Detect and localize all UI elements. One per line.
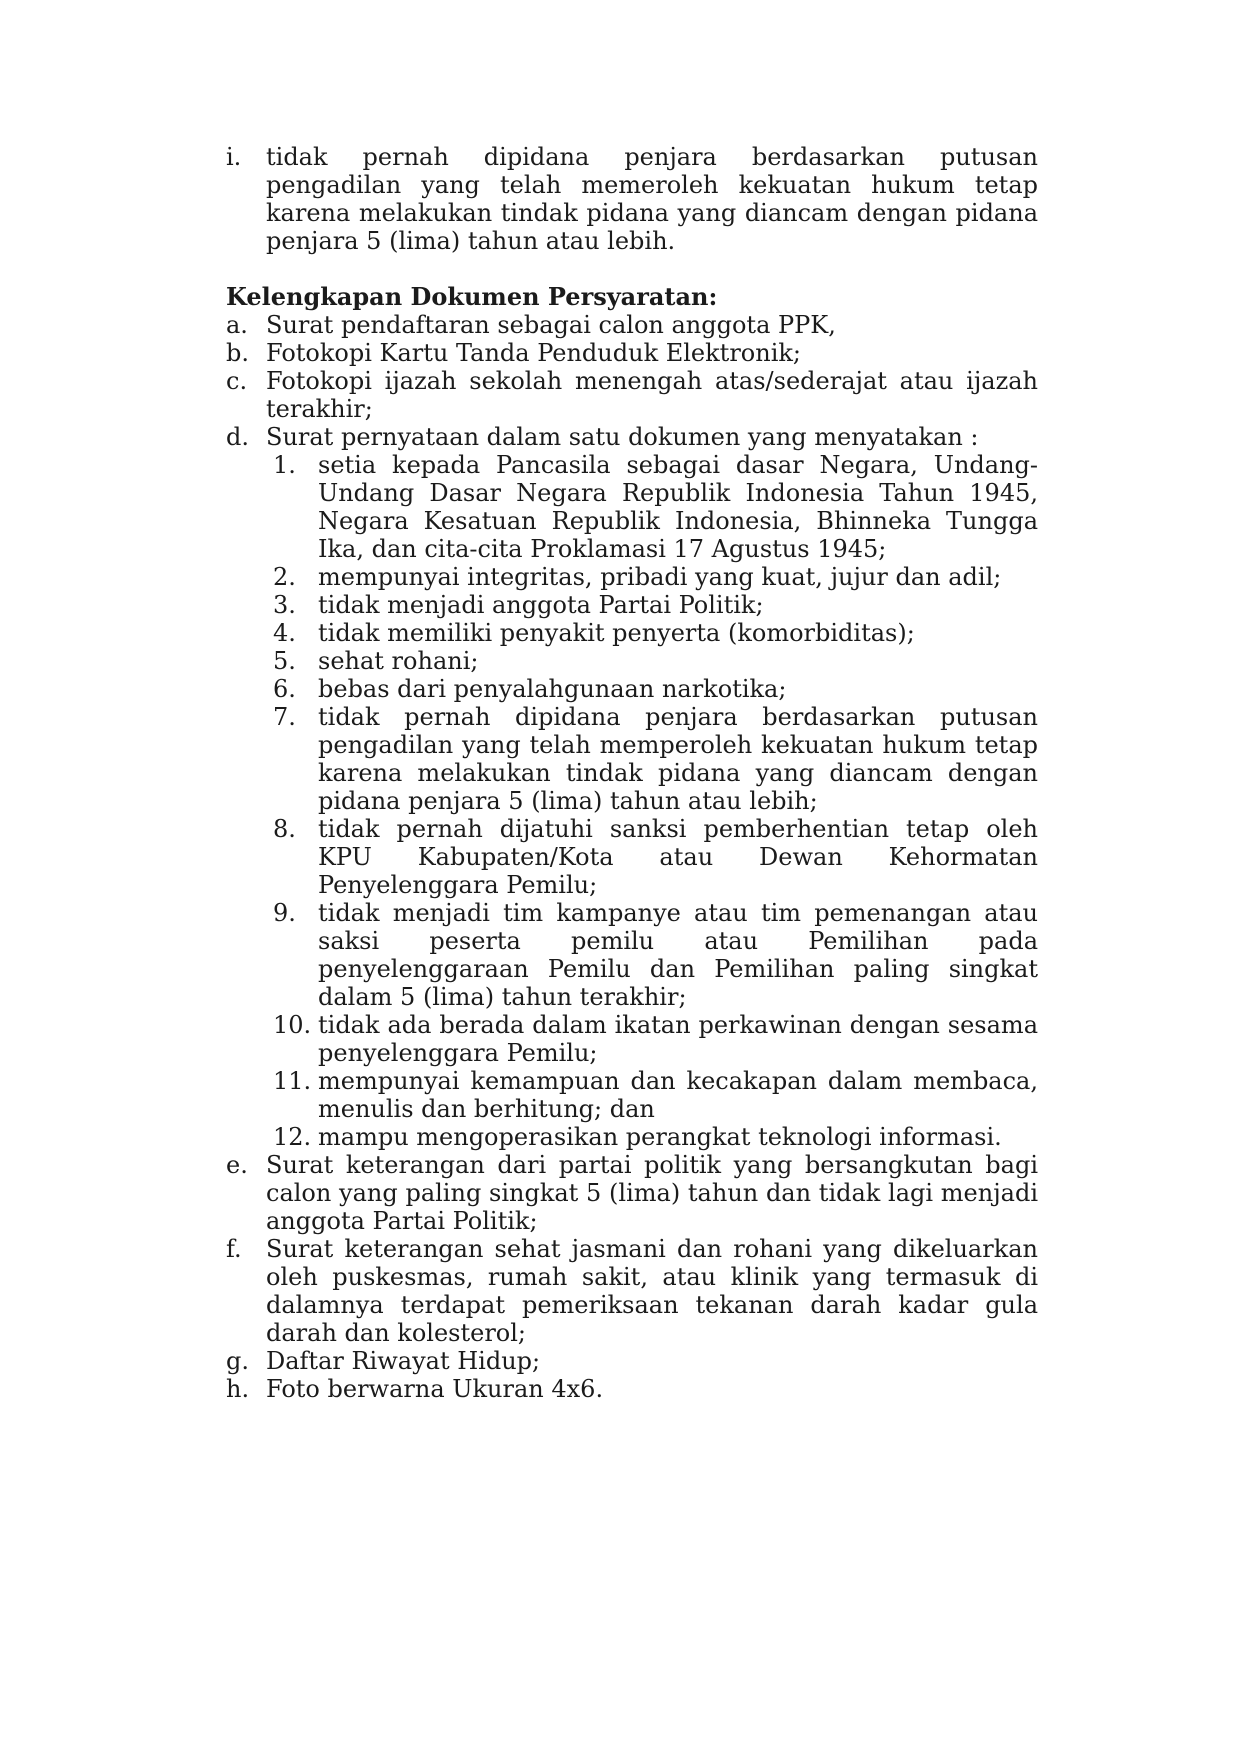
sub-item-marker: 10. xyxy=(273,1011,312,1039)
sub-item-text: tidak memiliki penyakit penyerta (komorbiditas); xyxy=(318,619,915,647)
sub-item-2 xyxy=(273,563,1038,591)
sub-item-marker: 5. xyxy=(273,647,296,675)
sub-item-marker: 3. xyxy=(273,591,296,619)
sub-item-text: mempunyai integritas, pribadi yang kuat, jujur dan adil; xyxy=(318,563,1002,591)
list-item-e xyxy=(226,1151,1038,1235)
list-item-text: Foto berwarna Ukuran 4x6. xyxy=(266,1375,604,1403)
list-marker: e. xyxy=(226,1151,248,1179)
sub-list xyxy=(273,451,1038,1151)
section-heading: Kelengkapan Dokumen Persyaratan: xyxy=(226,282,718,311)
intro-item xyxy=(226,143,1038,255)
list-marker: g. xyxy=(226,1347,249,1375)
sub-item-marker: 12. xyxy=(273,1123,312,1151)
list-marker: b. xyxy=(226,339,249,367)
sub-item-text: tidak menjadi tim kampanye atau tim pemenangan atau saksi peserta pemilu atau Pemilihan pada penyelenggaraan Pemilu dan Pemilihan paling singkat dalam 5 (lima) tahun terakhir; xyxy=(318,899,1038,1011)
sub-item-text: tidak menjadi anggota Partai Politik; xyxy=(318,591,764,619)
list-item-g xyxy=(226,1347,1038,1375)
sub-item-text: bebas dari penyalahgunaan narkotika; xyxy=(318,675,787,703)
list-item-f xyxy=(226,1235,1038,1347)
list-marker: a. xyxy=(226,311,248,339)
intro-item-text: tidak pernah dipidana penjara berdasarkan putusan pengadilan yang telah memeroleh kekuatan hukum tetap karena melakukan tindak pidana yang diancam dengan pidana penjara 5 (lima) tahun atau lebih. xyxy=(266,143,1038,255)
sub-item-marker: 4. xyxy=(273,619,296,647)
sub-item-8 xyxy=(273,815,1038,899)
sub-item-text: tidak pernah dipidana penjara berdasarkan putusan pengadilan yang telah memperoleh kekuatan hukum tetap karena melakukan tindak pidana yang diancam dengan pidana penjara 5 (lima) tahun atau lebih; xyxy=(318,703,1038,815)
sub-item-marker: 2. xyxy=(273,563,296,591)
sub-item-9 xyxy=(273,899,1038,1011)
document-content xyxy=(226,143,1038,1403)
sub-item-12 xyxy=(273,1123,1038,1151)
sub-item-marker: 1. xyxy=(273,451,296,479)
list-item-text: Surat pendaftaran sebagai calon anggota PPK, xyxy=(266,311,836,339)
list-item-text: Surat pernyataan dalam satu dokumen yang menyatakan : xyxy=(266,423,979,451)
sub-item-marker: 8. xyxy=(273,815,296,843)
list-marker: h. xyxy=(226,1375,250,1403)
sub-item-3 xyxy=(273,591,1038,619)
list-marker: c. xyxy=(226,367,248,395)
sub-item-text: setia kepada Pancasila sebagai dasar Negara, Undang-Undang Dasar Negara Republik Indonesia Tahun 1945, Negara Kesatuan Republik Indonesia, Bhinneka Tungga Ika, dan cita-cita Proklamasi 17 Agustus 1945; xyxy=(318,451,1038,563)
sub-item-text: sehat rohani; xyxy=(318,647,479,675)
list-marker: d. xyxy=(226,423,249,451)
sub-item-marker: 6. xyxy=(273,675,296,703)
list-item-d xyxy=(226,423,1038,1151)
list-marker: f. xyxy=(226,1235,242,1263)
list-item-text: Fotokopi Kartu Tanda Penduduk Elektronik; xyxy=(266,339,802,367)
list-item-h xyxy=(226,1375,1038,1403)
sub-item-marker: 7. xyxy=(273,703,296,731)
intro-item-marker: i. xyxy=(226,143,242,171)
sub-item-marker: 9. xyxy=(273,899,296,927)
sub-item-7 xyxy=(273,703,1038,815)
sub-item-text: tidak ada berada dalam ikatan perkawinan dengan sesama penyelenggara Pemilu; xyxy=(318,1011,1038,1067)
list-item-text: Daftar Riwayat Hidup; xyxy=(266,1347,541,1375)
list-item-text: Surat keterangan sehat jasmani dan rohani yang dikeluarkan oleh puskesmas, rumah sakit, atau klinik yang termasuk di dalamnya terdapat pemeriksaan tekanan darah kadar gula darah dan kolesterol; xyxy=(266,1235,1038,1347)
list-item-text: Surat keterangan dari partai politik yang bersangkutan bagi calon yang paling singkat 5 (lima) tahun dan tidak lagi menjadi anggota Partai Politik; xyxy=(266,1151,1038,1235)
sub-item-1 xyxy=(273,451,1038,563)
sub-item-text: mempunyai kemampuan dan kecakapan dalam membaca, menulis dan berhitung; dan xyxy=(318,1067,1038,1123)
sub-item-11 xyxy=(273,1067,1038,1123)
list-item-c xyxy=(226,367,1038,423)
sub-item-5 xyxy=(273,647,1038,675)
sub-item-6 xyxy=(273,675,1038,703)
sub-item-10 xyxy=(273,1011,1038,1067)
sub-item-4 xyxy=(273,619,1038,647)
sub-item-marker: 11. xyxy=(273,1067,312,1095)
list-item-text: Fotokopi ijazah sekolah menengah atas/sederajat atau ijazah terakhir; xyxy=(266,367,1038,423)
sub-item-text: mampu mengoperasikan perangkat teknologi informasi. xyxy=(318,1123,1002,1151)
list-item-a xyxy=(226,311,1038,339)
sub-item-text: tidak pernah dijatuhi sanksi pemberhentian tetap oleh KPU Kabupaten/Kota atau Dewan Kehormatan Penyelenggara Pemilu; xyxy=(318,815,1038,899)
list-item-b xyxy=(226,339,1038,367)
